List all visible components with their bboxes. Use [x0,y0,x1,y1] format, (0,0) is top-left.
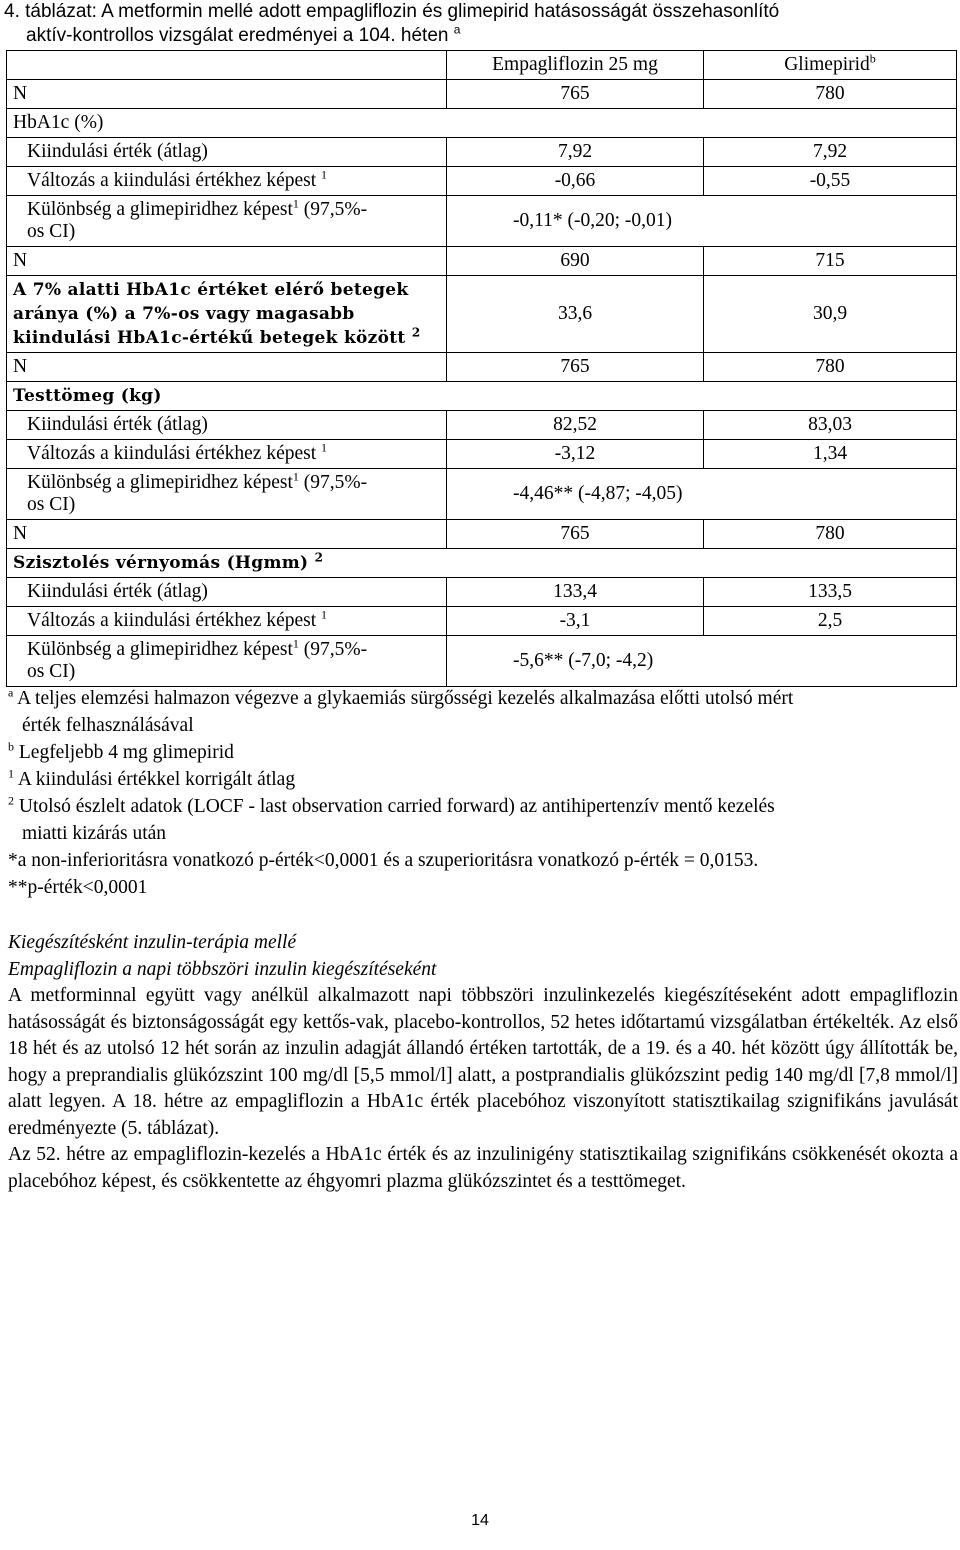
cell-value: -0,55 [704,167,957,196]
cell-value: 83,03 [704,411,957,440]
footnote-1: $^1$ A kiindulási értékkel korrigált átlag [8,766,296,790]
section-title-sbp: Szisztolés vérnyomás (Hgmm) $^2$ [7,549,957,578]
row-label: Változás a kiindulási értékhez képest $^1$ [7,167,447,196]
cell-value: 33,6 [447,276,704,353]
n-value: 780 [704,353,957,382]
section-heading: Kiegészítésként inzulin-terápia mellé [8,932,297,953]
cell-value: 7,92 [447,138,704,167]
results-table [6,50,957,687]
n-value: 690 [447,247,704,276]
footnote-a-cont: érték felhasználásával [22,715,194,736]
table-row [7,167,957,196]
footnotes [8,685,958,901]
cell-value: 2,5 [704,607,957,636]
cell-value-diff: -5,6** (-7,0; -4,2) [447,636,957,687]
cell-value: -3,1 [447,607,704,636]
cell-value-diff: -0,11* (-0,20; -0,01) [447,196,957,247]
n-value: 765 [447,520,704,549]
table-row [7,520,957,549]
footnote-2: $^2$ Utolsó észlelt adatok (LOCF - last observation carried forward) az antihipertenzív mentő kezelés [8,793,775,817]
table-row [7,440,957,469]
table-row [7,636,957,687]
cell-value: 1,34 [704,440,957,469]
header-empagliflozin: Empagliflozin 25 mg [447,51,704,80]
n-value: 780 [704,520,957,549]
caption-line2: aktív-kontrollos vizsgálat eredményei a 104. héten $^a$ [26,22,461,46]
table-caption [4,0,954,48]
caption-line1: 4. táblázat: A metformin mellé adott empagliflozin és glimepirid hatásosságát összehasonlító [4,1,780,22]
n-label: N [7,80,447,109]
cell-value-diff: -4,46** (-4,87; -4,05) [447,469,957,520]
table-row [7,80,957,109]
row-label: Különbség a glimepiridhez képest$^1$ (97,5%- os CI) [7,469,447,520]
n-value: 780 [704,80,957,109]
cell-value: 82,52 [447,411,704,440]
table-row [7,247,957,276]
subsection-heading: Empagliflozin a napi többszöri inzulin kiegészítéseként [8,958,437,980]
paragraph: A metforminnal együtt vagy anélkül alkalmazott napi többszöri inzulinkezelés kiegészítéseként adott empagliflozin hatásosságát és biztonságosságát egy kettős-vak, placebo-kontrollos, 52 hetes időtartamú vizsgálatban értékelték. Az első 18 hét és az utolsó 12 hét során az inzulin adagját állandó értéken tartották, de a 19. és a 40. hét között úgy állították be, hogy a preprandialis glükózszint 100 mg/dl [5,5 mmol/l] alatt, a postprandialis glükózszint pedig 140 mg/dl [7,8 mmol/l] alatt legyen. A 18. hétre az empagliflozin a HbA1c érték placebóhoz viszonyított statisztikailag szignifikáns javulását eredményezte (5. táblázat). [8,985,958,1139]
row-label-target: A 7% alatti HbA1c értéket elérő betegek aránya (%) a 7%-os vagy magasabb kiindulási HbA1c-értékű betegek között $^2$ [7,276,447,353]
table-row [7,276,957,353]
row-label: Változás a kiindulási értékhez képest $^1$ [7,440,447,469]
table-row [7,196,957,247]
table-row [7,138,957,167]
row-label: Kiindulási érték (átlag) [7,138,447,167]
row-label: Kiindulási érték (átlag) [7,411,447,440]
cell-value: 7,92 [704,138,957,167]
table-row [7,549,957,578]
row-label: Különbség a glimepiridhez képest$^1$ (97,5%- os CI) [7,636,447,687]
cell-value: 133,5 [704,578,957,607]
footnote-b: $^b$ Legfeljebb 4 mg glimepirid [8,739,234,763]
n-label: N [7,353,447,382]
footnote-a: $^a$ A teljes elemzési halmazon végezve a glykaemiás sürgősségi kezelés alkalmazása előtti utolsó mért [8,685,794,709]
n-label: N [7,520,447,549]
table-row [7,382,957,411]
page-number: 14 [471,1512,489,1529]
row-label: Változás a kiindulási értékhez képest $^1$ [7,607,447,636]
cell-value: 30,9 [704,276,957,353]
table-row [7,469,957,520]
table-row [7,109,957,138]
table-row [7,353,957,382]
table-header-row [7,51,957,80]
n-value: 715 [704,247,957,276]
row-label: Különbség a glimepiridhez képest$^1$ (97,5%- os CI) [7,196,447,247]
table-row [7,411,957,440]
header-empty-cell [7,51,447,80]
double-star-note: **p-érték<0,0001 [8,877,148,898]
header-glimepirid: Glimepirid$^b$ [704,51,957,80]
row-label: Kiindulási érték (átlag) [7,578,447,607]
paragraph: Az 52. hétre az empagliflozin-kezelés a HbA1c érték és az inzulinigény statisztikailag szignifikáns csökkenését okozta a placebóhoz képest, és csökkentette az éhgyomri plazma glükózszintet és a testtömeget. [8,1144,958,1192]
n-value: 765 [447,353,704,382]
cell-value: -3,12 [447,440,704,469]
section-title-hba1c: HbA1c (%) [7,109,957,138]
star-note: *a non-inferioritásra vonatkozó p-érték<0,0001 és a szuperioritásra vonatkozó p-érték = 0,0153. [8,850,759,871]
table-row [7,607,957,636]
cell-value: -0,66 [447,167,704,196]
n-label: N [7,247,447,276]
n-value: 765 [447,80,704,109]
table-row [7,578,957,607]
section-title-weight: Testtömeg (kg) [7,382,957,411]
cell-value: 133,4 [447,578,704,607]
body-text [8,930,958,1195]
footnote-2-cont: miatti kizárás után [22,823,167,844]
